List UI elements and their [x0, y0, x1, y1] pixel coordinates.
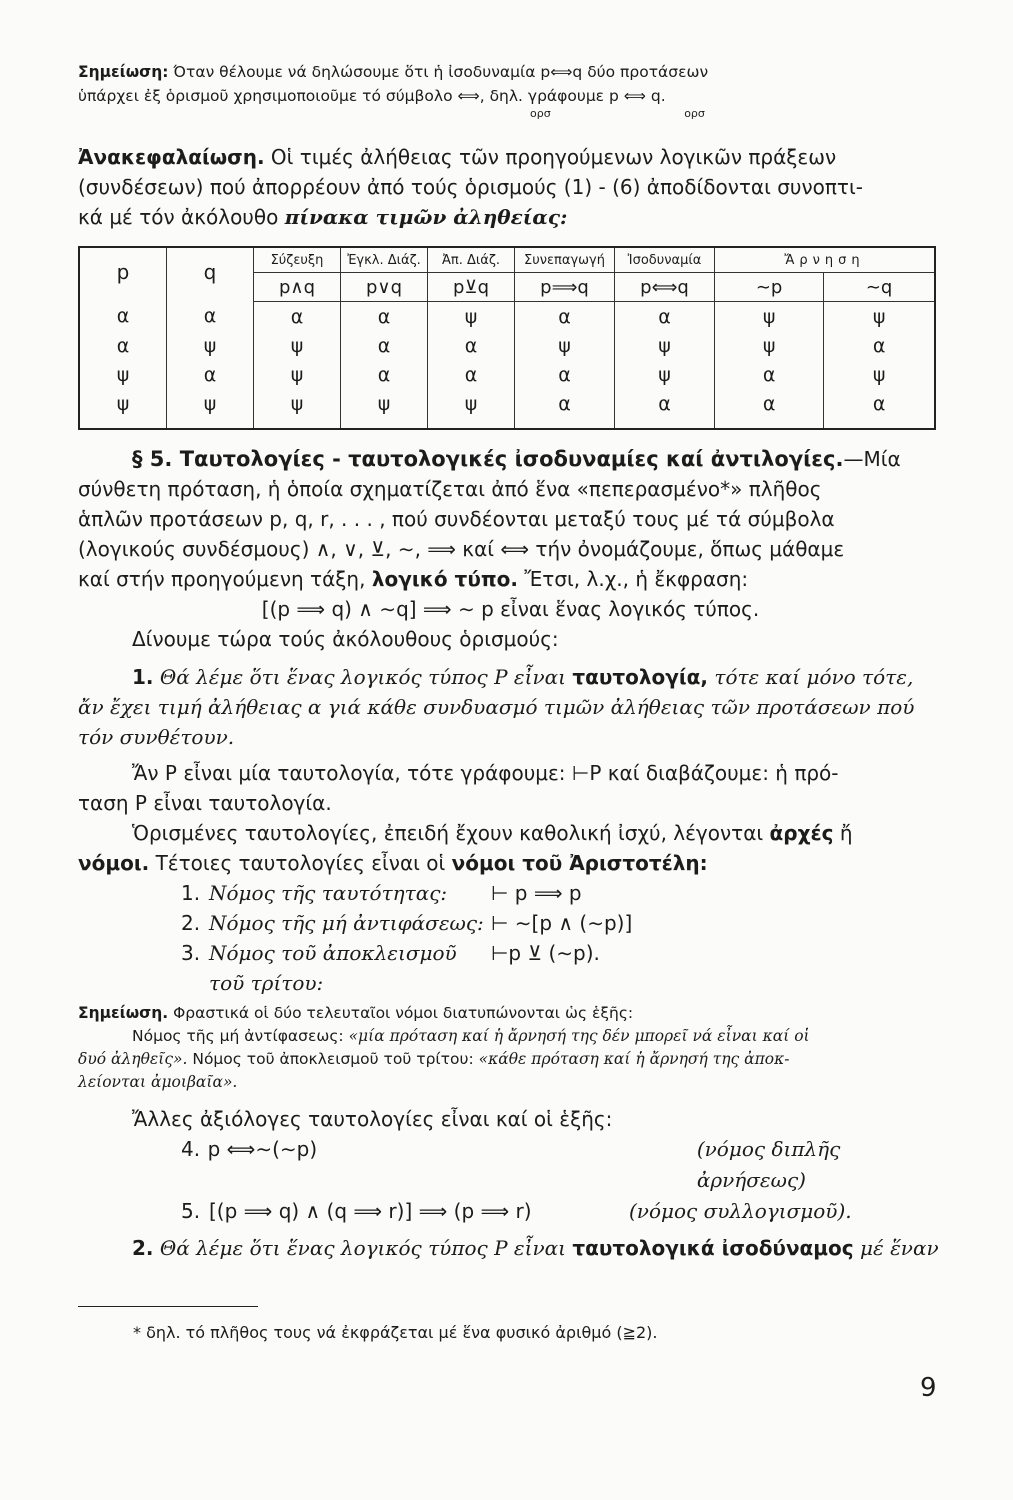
table-cell: α — [615, 302, 715, 332]
table-cell: α — [341, 360, 428, 389]
page-body — [78, 60, 943, 1263]
table-cell: α — [341, 331, 428, 360]
op-header: ∼q — [824, 273, 935, 302]
table-cell: ψ — [116, 363, 130, 386]
note2-text-4: λείονται ἀμοιβαῖα». — [78, 1073, 238, 1091]
tautology-syllogism — [78, 1196, 943, 1227]
table-cell: ψ — [824, 360, 935, 389]
note-line-2: ὑπάρχει ἐξ ὁρισμοῦ χρησιμοποιοῦμε τό σύμβολο ⟺, δηλ. γράφουμε p ⟺ q. — [78, 87, 666, 105]
law-formula: ⊢ p ⟹ p — [491, 881, 582, 905]
table-cell: α — [824, 389, 935, 429]
para1-line-1: Ἄν P εἶναι μία ταυτολογία, τότε γράφουμε: ⊢P καί διαβάζουμε: ἡ πρό- — [132, 761, 839, 785]
table-row — [79, 302, 935, 332]
def2-text-2: ταυτολογικά ἰσοδύναμος — [572, 1236, 854, 1260]
recap-paragraph — [78, 142, 943, 232]
note-label: Σημείωση: — [78, 63, 169, 81]
table-cell: α — [254, 302, 341, 332]
note-laws-verbal — [78, 1002, 943, 1094]
col-header-q: q — [167, 247, 254, 302]
table-cell: ψ — [824, 302, 935, 332]
page-number: 9 — [920, 1373, 937, 1403]
def-text-1a: Θά λέμε ὅτι ἕνας λογικός τύπος P εἶναι — [153, 665, 573, 689]
tautology-double-negation — [78, 1134, 943, 1196]
table-cell: α — [428, 360, 515, 389]
table-cell: α — [167, 360, 254, 389]
law-name: Νόμος τῆς ταυτότητας: — [209, 881, 448, 905]
footnote-divider — [78, 1306, 258, 1307]
op-header: p⊻q — [428, 273, 515, 302]
def2-number: 2. — [132, 1236, 154, 1260]
law-non-contradiction — [78, 908, 943, 938]
table-cell: α — [341, 302, 428, 332]
col-header-p: p — [116, 260, 130, 284]
subscript-2: ορσ — [684, 107, 705, 120]
note2-text-3c: «κάθε πρόταση καί ἡ ἄρνησή της ἀποκ- — [478, 1050, 790, 1068]
group-header: Σύζευξη — [254, 247, 341, 273]
para2-line-2b: Τέτοιες ταυτολογίες εἶναι οἱ — [149, 851, 452, 875]
note-line-1: Όταν θέλουμε νά δηλώσουμε ὅτι ἡ ἰσοδυναμία p⟺q δύο προτάσεων — [173, 63, 709, 81]
taut-formula: [(p ⟹ q) ∧ (q ⟹ r)] ⟹ (p ⟹ r) — [209, 1199, 532, 1223]
note2-text-2b: «μία πρόταση καί ἡ ἄρνησή της δέν μπορεῖ νά εἶναι καί οἱ — [348, 1027, 810, 1045]
group-header: Συνεπαγωγή — [515, 247, 615, 273]
table-cell: α — [515, 302, 615, 332]
truth-table — [78, 246, 936, 430]
def-text-3: τόν συνθέτουν. — [78, 725, 235, 749]
table-cell: α — [515, 389, 615, 429]
aristotle-laws — [78, 878, 943, 998]
note2-text-2a: Νόμος τῆς μή ἀντίφασεως: — [132, 1027, 349, 1045]
table-row — [79, 389, 935, 429]
group-header: Ἄρνηση — [715, 247, 936, 273]
para2-line-2c: νόμοι τοῦ Ἀριστοτέλη: — [451, 851, 708, 875]
def2-text-3: μέ ἕναν — [853, 1236, 939, 1260]
table-cell: ψ — [515, 331, 615, 360]
para2-line-1a: Ὁρισμένες ταυτολογίες, ἐπειδή ἔχουν καθολική ἰσχύ, λέγονται — [132, 821, 770, 845]
op-header: p⟺q — [615, 273, 715, 302]
table-cell: α — [428, 331, 515, 360]
law-identity — [78, 878, 943, 908]
tautology-notation — [78, 758, 943, 878]
table-row — [79, 360, 935, 389]
def-text-2: ἄν ἔχει τιμή ἀλήθειας α γιά κάθε συνδυασμό τιμῶν ἀλήθειας τῶν προτάσεων πού — [78, 695, 915, 719]
taut-comment: (νόμος συλλογισμοῦ). — [629, 1199, 852, 1223]
note2-text-3a: δυό ἀληθεῖς». — [78, 1050, 188, 1068]
recap-text-1: Οἱ τιμές ἀλήθειας τῶν προηγούμενων λογικῶν πράξεων — [264, 145, 837, 169]
subscript-1: ορσ — [530, 107, 551, 120]
group-header: Ἀπ. Διάζ. — [428, 247, 515, 273]
footnote: * δηλ. τό πλῆθος τους νά ἐκφράζεται μέ ἕνα φυσικό ἀριθμό (≧2). — [133, 1323, 658, 1342]
op-header: p⟹q — [515, 273, 615, 302]
table-cell: ψ — [715, 302, 824, 332]
note2-text-3b: Νόμος τοῦ ἀποκλεισμοῦ τοῦ τρίτου: — [187, 1050, 479, 1068]
section-text-5c: Ἔτσι, λ.χ., ἡ ἔκφραση: — [517, 567, 749, 591]
note2-label: Σημείωση. — [78, 1004, 169, 1022]
section-5 — [78, 444, 943, 654]
example-formula: [(p ⟹ q) ∧ ∼q] ⟹ ∼ p εἶναι ἕνας λογικός τύπος. — [261, 597, 760, 621]
section-text-5b: λογικό τύπο. — [371, 567, 518, 591]
table-cell: α — [615, 389, 715, 429]
para1-line-2: ταση P εἶναι ταυτολογία. — [78, 791, 332, 815]
section-text-1: —Μία — [843, 447, 901, 471]
table-cell: α — [116, 305, 130, 328]
op-header: p∧q — [254, 273, 341, 302]
def-number: 1. — [132, 665, 154, 689]
section-text-4: (λογικούς συνδέσμους) ∧, ∨, ⊻, ∼, ⟹ καί ⟺ τήν ὀνομάζουμε, ὅπως μάθαμε — [78, 537, 845, 561]
table-cell: α — [824, 331, 935, 360]
note-equivalence-definition — [78, 60, 943, 120]
definition-2 — [78, 1233, 943, 1263]
definition-1 — [78, 662, 943, 752]
section-text-2: σύνθετη πρόταση, ἡ ὁποία σχηματίζεται ἀπό ἕνα «πεπερασμένο*» πλῆθος — [78, 477, 822, 501]
op-header: ∼p — [715, 273, 824, 302]
para3-text: Ἄλλες ἀξιόλογες ταυτολογίες εἶναι καί οἱ ἑξῆς: — [132, 1107, 613, 1131]
table-cell: ψ — [167, 331, 254, 360]
law-name: Νόμος τοῦ ἀποκλεισμοῦ τοῦ τρίτου: — [209, 941, 457, 995]
group-header: Ἐγκλ. Διάζ. — [341, 247, 428, 273]
law-formula: ⊢ ∼[p ∧ (∼p)] — [491, 911, 633, 935]
def-text-1b: ταυτολογία, — [572, 665, 709, 689]
section-text-3: ἁπλῶν προτάσεων p, q, r, . . . , πού συνδέονται μεταξύ τους μέ τά σύμβολα — [78, 507, 835, 531]
recap-label: Ἀνακεφαλαίωση. — [78, 145, 265, 169]
section-title: § 5. Ταυτολογίες - ταυτολογικές ἰσοδυναμίες καί ἀντιλογίες. — [132, 447, 844, 471]
table-cell: ψ — [428, 302, 515, 332]
table-cell: α — [116, 334, 130, 357]
para2-line-2a: νόμοι. — [78, 851, 150, 875]
table-cell: ψ — [715, 331, 824, 360]
table-cell: ψ — [615, 360, 715, 389]
group-header: Ἰσοδυναμία — [615, 247, 715, 273]
table-cell: α — [715, 360, 824, 389]
table-cell: ψ — [615, 331, 715, 360]
law-number: 2. — [181, 911, 201, 935]
law-number: 1. — [181, 881, 201, 905]
table-cell: ψ — [341, 389, 428, 429]
taut-number: 4. — [181, 1137, 201, 1161]
def2-text-1: Θά λέμε ὅτι ἕνας λογικός τύπος P εἶναι — [153, 1236, 573, 1260]
note2-text-1: Φραστικά οἱ δύο τελευταῖοι νόμοι διατυπώνονται ὡς ἑξῆς: — [168, 1004, 634, 1022]
recap-text-2: (συνδέσεων) πού ἀπορρέουν ἀπό τούς ὁρισμούς (1) - (6) ἀποδίδονται συνοπτι- — [78, 175, 863, 199]
table-cell: ψ — [116, 392, 130, 415]
law-number: 3. — [181, 941, 201, 965]
def-text-1c: τότε καί μόνο τότε, — [708, 665, 914, 689]
table-cell: ψ — [428, 389, 515, 429]
table-cell: ψ — [167, 389, 254, 429]
table-cell: ψ — [254, 389, 341, 429]
table-cell: ψ — [254, 331, 341, 360]
taut-formula: p ⟺∼(∼p) — [207, 1137, 318, 1161]
taut-comment: (νόμος διπλῆς ἀρνήσεως) — [696, 1137, 841, 1192]
table-row — [79, 331, 935, 360]
table-cell: α — [715, 389, 824, 429]
para2-line-1b: ἀρχές — [769, 821, 834, 845]
other-tautologies — [78, 1104, 943, 1134]
table-cell: α — [515, 360, 615, 389]
section-text-6: Δίνουμε τώρα τούς ἀκόλουθους ὁρισμούς: — [132, 627, 559, 651]
op-header: p∨q — [341, 273, 428, 302]
recap-text-3a: κά μέ τόν ἀκόλουθο — [78, 205, 285, 229]
law-name: Νόμος τῆς μή ἀντιφάσεως: — [209, 911, 484, 935]
taut-number: 5. — [181, 1199, 201, 1223]
law-excluded-middle — [78, 938, 943, 998]
para2-line-1c: ἤ — [833, 821, 853, 845]
table-cell: ψ — [254, 360, 341, 389]
law-formula: ⊢p ⊻ (∼p). — [491, 941, 600, 965]
recap-text-3b: πίνακα τιμῶν ἀληθείας: — [284, 205, 568, 229]
table-cell: α — [167, 302, 254, 332]
section-text-5a: καί στήν προηγούμενη τάξη, — [78, 567, 372, 591]
